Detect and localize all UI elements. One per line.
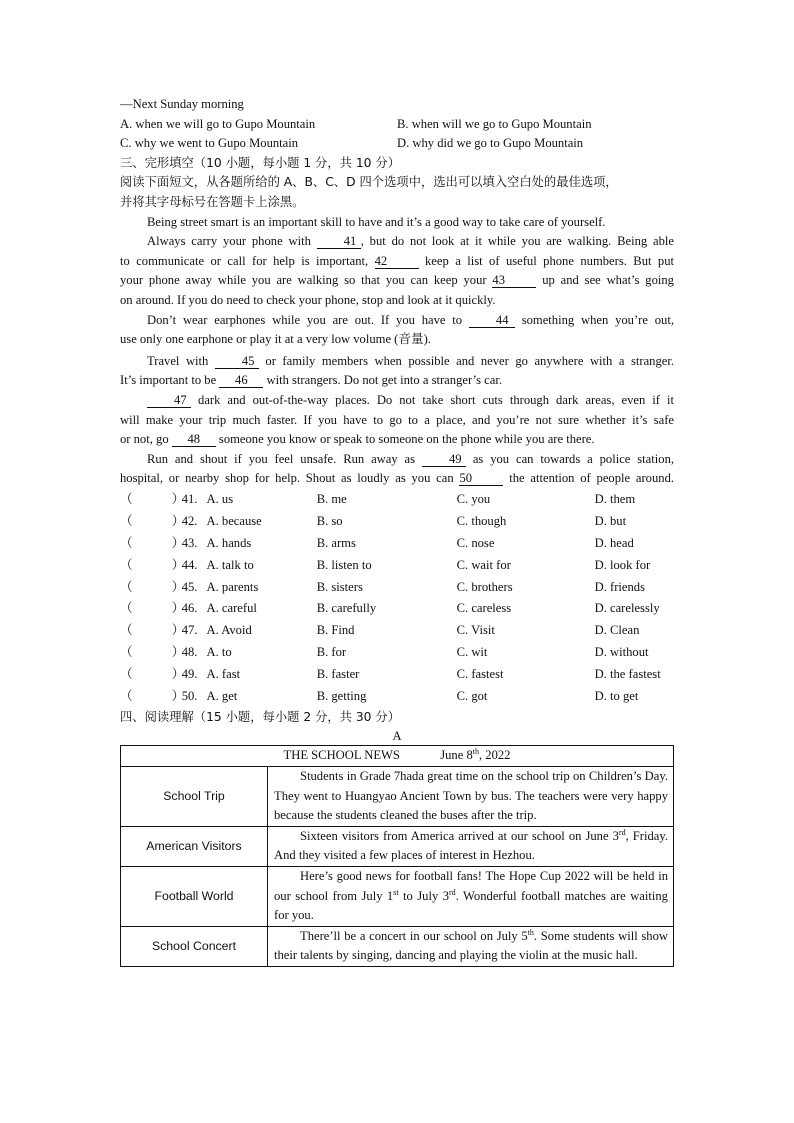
option-a: A. careful: [206, 601, 257, 616]
answer-paren-open[interactable]: （: [120, 492, 133, 507]
option-d: D. look for: [594, 557, 651, 572]
option-b: B. me: [316, 492, 347, 507]
cloze-question-50: [120, 686, 674, 708]
question-number: 50.: [181, 689, 198, 704]
option-b: B. carefully: [316, 601, 377, 616]
option-b: B. for: [316, 645, 347, 660]
option-c: C. you: [456, 492, 491, 507]
cloze-heading: 三、完形填空（10 小题，每小题 1 分，共 10 分）: [120, 155, 401, 170]
cloze-question-45: [120, 576, 674, 598]
option-c: C. nose: [456, 535, 495, 550]
blank-48: 48: [172, 432, 216, 447]
answer-paren-close: ）: [171, 579, 185, 594]
question-number: 49.: [181, 667, 198, 682]
option-a: A. because: [206, 513, 262, 528]
cloze-paragraph-4-line-2: It’s important to be 46 with strangers. Do not get into a stranger’s car.: [120, 373, 502, 388]
answer-paren-open[interactable]: （: [120, 579, 133, 594]
cloze-question-49: [120, 664, 674, 686]
option-a: A. to: [206, 645, 232, 660]
option-a: A. Avoid: [206, 623, 252, 638]
option-b: B. faster: [316, 667, 360, 682]
blank-43: 43: [492, 273, 536, 288]
blank-49: 49: [422, 452, 466, 467]
news-label-football-world: Football World: [121, 866, 268, 926]
cloze-paragraph-2-line-3: your phone away while you are walking so that you can keep your 43 up and see what’s going: [120, 273, 674, 288]
answer-paren-open[interactable]: （: [120, 535, 133, 550]
cloze-paragraph-2-line-2: to communicate or call for help is important, 42 keep a list of useful phone numbers. But put: [120, 253, 675, 268]
question-number: 41.: [181, 492, 198, 507]
option-a: A. us: [206, 492, 234, 507]
question-number: 46.: [181, 601, 198, 616]
answer-paren-close: ）: [171, 535, 185, 550]
question-number: 43.: [181, 535, 198, 550]
news-row-american-visitors: [121, 826, 674, 866]
option-d: D. Clean: [594, 623, 640, 638]
answer-paren-close: ）: [171, 513, 185, 528]
option-c: C. wit: [456, 645, 488, 660]
q40-options-row-2: [120, 134, 674, 154]
answer-paren-close: ）: [171, 492, 185, 507]
cloze-paragraph-6-line-1: Run and shout if you feel unsafe. Run away as 49 as you can towards a police station,: [147, 451, 675, 466]
news-header-cell: [121, 746, 674, 767]
question-number: 47.: [181, 623, 198, 638]
reading-section-letter: A: [392, 729, 402, 744]
cloze-paragraph-5-line-1: 47 dark and out-of-the-way places. Do not take short cuts through dark areas, even if it: [120, 391, 674, 411]
cloze-paragraph-3-line-2: use only one earphone or play it at a very low volume (音量).: [120, 332, 431, 347]
q40-option-a: A. when we will go to Gupo Mountain: [120, 116, 316, 131]
answer-paren-close: ）: [171, 645, 185, 660]
option-c: C. wait for: [456, 557, 511, 572]
option-a: A. parents: [206, 579, 259, 594]
blank-50: 50: [459, 471, 503, 486]
option-b: B. listen to: [316, 557, 372, 572]
news-row-school-concert: [121, 926, 674, 966]
answer-paren-open[interactable]: （: [120, 689, 133, 704]
cloze-question-47: [120, 620, 674, 642]
cloze-paragraph-4-line-1: Travel with 45 or family members when possible and never go anywhere with a stranger.: [147, 353, 674, 368]
cloze-paragraph-2-line-4: on around. If you do need to check your phone, stop and look at it quickly.: [120, 292, 496, 307]
q40-option-b: B. when will we go to Gupo Mountain: [397, 116, 592, 131]
option-a: A. fast: [206, 667, 241, 682]
option-c: C. got: [456, 689, 488, 704]
answer-paren-close: ）: [171, 623, 185, 638]
cloze-question-42: [120, 511, 674, 533]
option-a: A. hands: [206, 535, 252, 550]
option-d: D. to get: [594, 689, 639, 704]
news-text-school-trip: Students in Grade 7hada great time on the school trip on Children’s Day. They went to Huangyao Ancient Town by bus. The teachers were very happy because the students cleaned the buses after the trip.: [268, 766, 674, 826]
question-number: 42.: [181, 513, 198, 528]
blank-46: 46: [219, 373, 263, 388]
option-d: D. but: [594, 513, 627, 528]
news-text-school-concert: There’ll be a concert in our school on July 5th. Some students will show their talents by singing, dancing and playing the violin at the music hall.: [268, 926, 674, 966]
cloze-question-48: [120, 642, 674, 664]
option-d: D. the fastest: [594, 667, 661, 682]
option-a: A. talk to: [206, 557, 254, 572]
cloze-paragraph-3-line-1: Don’t wear earphones while you are out. If you have to 44 something when you’re out,: [147, 312, 675, 327]
cloze-instruction-1: 阅读下面短文，从各题所给的 A、B、C、D 四个选项中，选出可以填入空白处的最佳选项，: [120, 175, 618, 190]
news-date: June 8th, 2022: [440, 747, 511, 763]
option-c: C. fastest: [456, 667, 504, 682]
option-d: D. them: [594, 492, 636, 507]
news-label-school-trip: School Trip: [121, 766, 268, 826]
news-label-american-visitors: American Visitors: [121, 826, 268, 866]
cloze-question-44: [120, 555, 674, 577]
cloze-question-43: [120, 533, 674, 555]
option-b: B. arms: [316, 535, 356, 550]
cloze-paragraph-5-line-2: will make your trip much faster. If you have to go to a place, and you’re not sure whether it’s safe: [120, 412, 674, 427]
answer-paren-open[interactable]: （: [120, 645, 133, 660]
school-news-table: [120, 745, 674, 967]
option-d: D. without: [594, 645, 649, 660]
option-c: C. though: [456, 513, 507, 528]
question-number: 48.: [181, 645, 198, 660]
cloze-question-list: [120, 489, 674, 708]
option-c: C. Visit: [456, 623, 495, 638]
news-text-football-world: Here’s good news for football fans! The Hope Cup 2022 will be held in our school from July 1st to July 3rd. Wonderful football matches are waiting for you.: [268, 866, 674, 926]
cloze-paragraph-6-line-2: hospital, or nearby shop for help. Shout as loudly as you can 50 the attention of people around.: [120, 471, 675, 486]
cloze-paragraph-5-line-3: or not, go 48 someone you know or speak to someone on the phone while you are there.: [120, 432, 595, 447]
option-c: C. careless: [456, 601, 512, 616]
answer-paren-open[interactable]: （: [120, 601, 133, 616]
cloze-paragraph-1: Being street smart is an important skill to have and it’s a good way to take care of yourself.: [147, 214, 606, 229]
q40-option-c: C. why we went to Gupo Mountain: [120, 136, 299, 151]
answer-paren-open[interactable]: （: [120, 513, 133, 528]
news-row-school-trip: [121, 766, 674, 826]
cloze-instruction-2: 并将其字母标号在答题卡上涂黑。: [120, 194, 305, 209]
q40-options-row-1: [120, 115, 674, 135]
blank-42: 42: [375, 254, 419, 269]
option-c: C. brothers: [456, 579, 513, 594]
answer-paren-open[interactable]: （: [120, 623, 133, 638]
option-b: B. sisters: [316, 579, 363, 594]
question-number: 45.: [181, 579, 198, 594]
cloze-paragraph-2-line-1: Always carry your phone with 41 , but do not look at it while you are walking. Being able: [147, 234, 674, 249]
reading-heading: 四、阅读理解（15 小题，每小题 2 分，共 30 分）: [120, 709, 401, 724]
option-b: B. Find: [316, 623, 355, 638]
answer-paren-close: ）: [171, 667, 185, 682]
option-d: D. head: [594, 535, 634, 550]
option-a: A. get: [206, 689, 238, 704]
option-b: B. getting: [316, 689, 367, 704]
answer-paren-close: ）: [171, 557, 185, 572]
exam-page: [120, 95, 674, 967]
news-row-football-world: [121, 866, 674, 926]
option-b: B. so: [316, 513, 343, 528]
blank-41: 41: [317, 234, 361, 249]
q40-answer-line: —Next Sunday morning: [120, 97, 244, 111]
cloze-question-41: [120, 489, 674, 511]
option-d: D. friends: [594, 579, 645, 594]
news-text-american-visitors: Sixteen visitors from America arrived at our school on June 3rd, Friday. And they visited a few places of interest in Hezhou.: [268, 826, 674, 866]
news-header-row: [121, 746, 674, 767]
question-number: 44.: [181, 557, 198, 572]
news-label-school-concert: School Concert: [121, 926, 268, 966]
answer-paren-close: ）: [171, 689, 185, 704]
news-title: THE SCHOOL NEWS: [283, 748, 400, 763]
blank-47: 47: [147, 393, 191, 408]
option-d: D. carelessly: [594, 601, 660, 616]
blank-45: 45: [215, 354, 259, 369]
blank-44: 44: [469, 313, 515, 328]
answer-paren-open[interactable]: （: [120, 557, 133, 572]
q40-option-d: D. why did we go to Gupo Mountain: [397, 136, 584, 151]
cloze-question-46: [120, 598, 674, 620]
answer-paren-open[interactable]: （: [120, 667, 133, 682]
answer-paren-close: ）: [171, 601, 185, 616]
